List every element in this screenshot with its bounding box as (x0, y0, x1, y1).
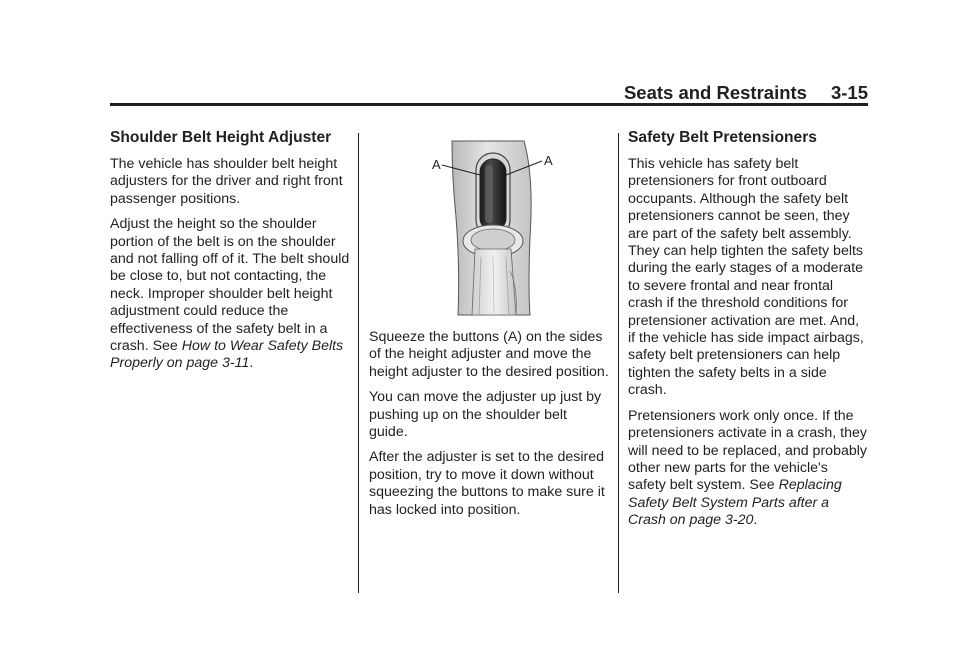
column-divider-left (358, 133, 359, 593)
height-adjuster-illustration (420, 137, 560, 319)
paragraph: The vehicle has shoulder belt height adjusters for the driver and right front passenger positions. (110, 156, 343, 207)
column-divider-right (618, 133, 619, 593)
paragraph-text: Pretensioners work only once. If the pretensioners activate in a crash, they will need to be replaced, and probably other new parts for the vehicle's safety belt system. See (628, 407, 867, 494)
section-title: Seats and Restraints (623, 82, 807, 103)
cross-reference-link[interactable]: Replacing Safety Belt System Parts after a Crash on page 3-20 (628, 477, 842, 529)
paragraph: This vehicle has safety belt pretensioners for front outboard occupants. Although the safety belt pretensioners cannot be seen, they are part of the safety belt assembly. They can help tighten the safety belts during the early stages of a moderate to severe frontal and near frontal crash if the threshold conditions for pretensioner activation are met. And, if the vehicle has side impact airbags, safety belt pretensioners can help tighten the safety belts in a side crash. (628, 156, 864, 399)
column-left (110, 128, 350, 381)
paragraph-end: . (249, 355, 254, 372)
header-rule (110, 103, 868, 106)
page-header (110, 82, 868, 104)
paragraph: You can move the adjuster up just by pushing up on the shoulder belt guide. (369, 389, 602, 441)
paragraph (628, 408, 868, 530)
paragraph-end: . (753, 512, 758, 529)
height-adjuster-drawing (420, 137, 560, 319)
paragraph (110, 216, 350, 373)
paragraph-text: Adjust the height so the shoulder portion of the belt is on the shoulder and not falling off of it. The belt should be close to, but not contacting, the neck. Improper shoulder belt height adjustment could reduce the effectiveness of the safety belt in a crash. See (110, 216, 350, 355)
paragraph: Squeeze the buttons (A) on the sides of the height adjuster and move the height adjuster to the desired position. (369, 329, 609, 380)
page-number: 3-15 (830, 82, 868, 103)
cross-reference-link[interactable]: How to Wear Safety Belts Properly on page 3-11 (110, 338, 344, 372)
column-right (628, 128, 868, 538)
callout-label-left: A (432, 157, 441, 172)
section-heading-shoulder-belt: Shoulder Belt Height Adjuster (110, 129, 332, 146)
paragraph: After the adjuster is set to the desired position, try to move it down without squeezing the buttons to make sure it has locked into position. (369, 449, 605, 518)
section-heading-pretensioners: Safety Belt Pretensioners (628, 129, 817, 146)
callout-label-right: A (544, 153, 553, 168)
column-middle (369, 329, 609, 527)
